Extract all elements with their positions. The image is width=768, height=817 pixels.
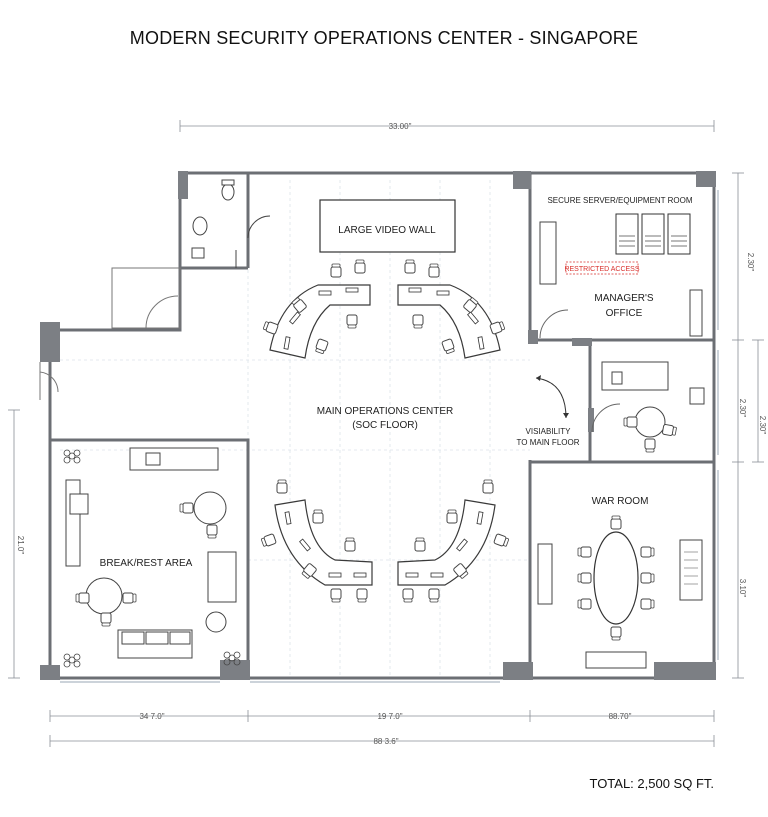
manager-office-furniture xyxy=(602,362,704,437)
break-room-label: BREAK/REST AREA xyxy=(99,558,193,569)
office-shelf xyxy=(690,290,702,336)
video-wall-label: LARGE VIDEO WALL xyxy=(338,225,436,236)
dim-bottom-left: 34 7.0" xyxy=(139,712,165,721)
dim-bottom-mid: 19 7.0" xyxy=(377,712,403,721)
war-room-table xyxy=(594,532,638,624)
total-area: TOTAL: 2,500 SQ FT. xyxy=(589,776,714,791)
server-room-label: SECURE SERVER/EQUIPMENT ROOM xyxy=(547,196,693,205)
war-room-credenza xyxy=(538,544,552,604)
server-racks xyxy=(616,214,690,254)
war-room-bench xyxy=(586,652,646,668)
restroom-fixtures xyxy=(192,180,270,268)
dim-bottom-total: 88 3.6" xyxy=(373,737,399,746)
manager-sublabel: OFFICE xyxy=(605,308,643,319)
main-ops-label: MAIN OPERATIONS CENTER xyxy=(316,406,454,417)
dim-left: 21.0" xyxy=(16,535,25,555)
dim-right-mid-outer: 2.30" xyxy=(758,415,767,435)
visibility-sublabel: TO MAIN FLOOR xyxy=(516,438,580,447)
main-ops-sublabel: (SOC FLOOR) xyxy=(352,420,418,431)
soc-monitors xyxy=(284,288,484,577)
entrance-annex xyxy=(40,268,180,400)
dim-right-mid-inner: 2.30" xyxy=(738,398,747,418)
server-door xyxy=(540,310,568,338)
manager-label: MANAGER'S xyxy=(594,293,654,304)
office-door xyxy=(592,404,620,432)
dim-top: 33.00" xyxy=(388,122,412,131)
dim-right-lower: 3.10" xyxy=(738,578,747,598)
server-counter xyxy=(540,222,556,284)
visibility-arrow xyxy=(536,378,566,418)
war-room-display xyxy=(680,540,702,600)
break-room-furniture xyxy=(66,448,236,658)
plan-title: MODERN SECURITY OPERATIONS CENTER - SINGAPORE xyxy=(129,28,639,48)
dim-right-upper: 2.30" xyxy=(746,252,755,272)
restricted-label: RESTRICTED ACCESS xyxy=(564,266,640,273)
dim-bottom-right: 88.70" xyxy=(608,712,632,721)
visibility-label: VISIABILITY xyxy=(525,427,571,436)
war-room-label: WAR ROOM xyxy=(591,496,649,507)
